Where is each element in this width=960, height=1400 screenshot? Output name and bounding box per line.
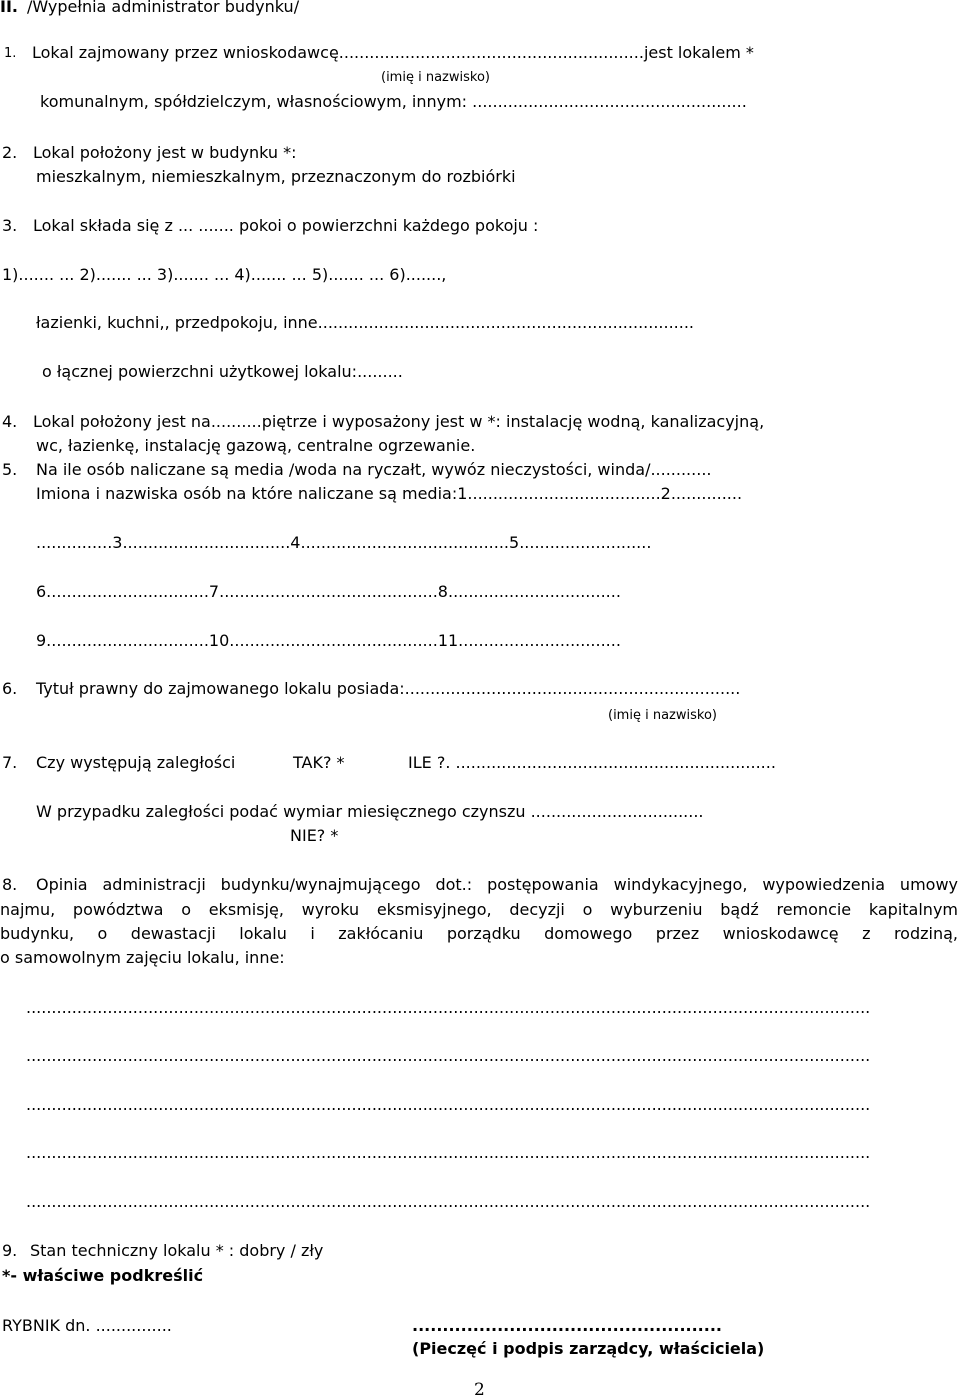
item6-caption: (imię i nazwisko)	[608, 708, 717, 723]
item8-line1: Opinia administracji budynku/wynajmującego dot.: postępowania windykacyjnego, wypowiedzenia umowy	[36, 875, 958, 894]
place-date: RYBNIK dn. ...............	[2, 1316, 172, 1335]
item4-line1: Lokal położony jest na..........piętrze i wyposażony jest w *: instalację wodną, kanalizacyjną,	[33, 412, 765, 431]
item5-row3: ...............3.................................4.........................................5..........................	[36, 533, 652, 552]
item2-line1: Lokal położony jest w budynku *:	[33, 143, 297, 162]
signature-line: ...................................................	[412, 1316, 722, 1335]
section-number: II.	[0, 0, 18, 16]
page-number: 2	[474, 1380, 485, 1400]
item8-blank-line-3: ......................................................................................................................................................................	[26, 1095, 871, 1114]
item9-number: 9.	[2, 1241, 18, 1260]
section-note: /Wypełnia administrator budynku/	[27, 0, 300, 16]
item8-number: 8.	[2, 875, 18, 894]
item5-line2: Imiona i nazwiska osób na które naliczane są media:1......................................2..............	[36, 484, 743, 503]
item8-line4: o samowolnym zajęciu lokalu, inne:	[0, 948, 285, 967]
footnote: *- właściwe podkreślić	[2, 1266, 204, 1285]
item9-line1: Stan techniczny lokalu * : dobry / zły	[30, 1241, 324, 1260]
item7-question: Czy występują zaległości	[36, 753, 236, 772]
item6-line1: Tytuł prawny do zajmowanego lokalu posiada:..................................................................	[36, 679, 741, 698]
item7-note: W przypadku zaległości podać wymiar miesięcznego czynszu ..................................	[36, 802, 704, 821]
item8-blank-line-2: ......................................................................................................................................................................	[26, 1046, 871, 1065]
item4-line2: wc, łazienkę, instalację gazową, centralne ogrzewanie.	[36, 436, 476, 455]
item3-rooms: 1)....... ... 2)....... ... 3)....... ... 4)....... ... 5)....... ... 6).......,	[2, 265, 447, 284]
item1-line2: komunalnym, spółdzielczym, własnościowym, innym: ......................................................	[40, 92, 747, 111]
item2-line2: mieszkalnym, niemieszkalnym, przeznaczonym do rozbiórki	[36, 167, 516, 186]
item3-number: 3.	[2, 216, 18, 235]
item5-row6: 6................................7...........................................8..................................	[36, 582, 621, 601]
item5-line1: Na ile osób naliczane są media /woda na ryczałt, wywóz nieczystości, winda/............	[36, 460, 712, 479]
item1-number: 1.	[4, 46, 17, 61]
item3-line4: o łącznej powierzchni użytkowej lokalu:.........	[42, 362, 403, 381]
signature-caption: (Pieczęć i podpis zarządcy, właściciela)	[412, 1339, 765, 1358]
item6-number: 6.	[2, 679, 18, 698]
item7-how-much: ILE ?. ...............................................................	[408, 753, 776, 772]
item8-blank-line-4: ......................................................................................................................................................................	[26, 1143, 871, 1162]
item4-number: 4.	[2, 412, 18, 431]
item5-number: 5.	[2, 460, 18, 479]
item8-blank-line-1: ......................................................................................................................................................................	[26, 998, 871, 1017]
item5-row9: 9................................10.........................................11................................	[36, 631, 621, 650]
item7-no-option: NIE? *	[290, 826, 339, 845]
item8-line2: najmu, powództwa o eksmisję, wyroku eksmisyjnego, decyzji o wyburzeniu bądź remoncie kapitalnym	[0, 900, 958, 919]
item1-line1: Lokal zajmowany przez wnioskodawcę............................................................jest lokalem *	[32, 43, 754, 62]
item8-blank-line-5: ......................................................................................................................................................................	[26, 1192, 871, 1211]
item8-line3: budynku, o dewastacji lokalu i zakłócaniu porządku domowego przez wnioskodawcę z rodziną,	[0, 924, 958, 943]
item7-yes-option: TAK? *	[293, 753, 345, 772]
item3-line3: łazienki, kuchni,, przedpokoju, inne..........................................................................	[36, 313, 695, 332]
item3-line1: Lokal składa się z ... ....... pokoi o powierzchni każdego pokoju :	[33, 216, 539, 235]
item7-number: 7.	[2, 753, 18, 772]
item2-number: 2.	[2, 143, 18, 162]
item1-caption: (imię i nazwisko)	[381, 70, 490, 85]
